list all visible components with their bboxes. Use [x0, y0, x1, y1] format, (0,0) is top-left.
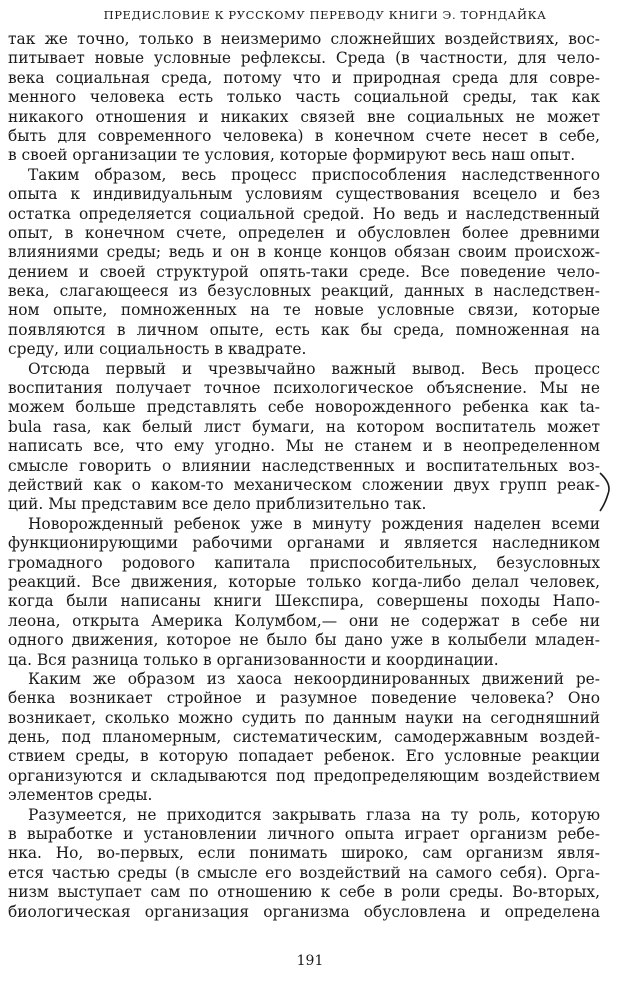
- text-line: опыт, в конечном счете, определен и обусловлен более древними: [8, 223, 600, 242]
- text-line: элементов среды.: [8, 786, 153, 805]
- text-line: организуются и складываются под предопределяющим воздействием: [8, 766, 600, 785]
- text-line: ется частью среды (в смысле его воздействий на самого себя). Орга-: [8, 863, 600, 882]
- text-line: бенка возникает стройное и разумное поведение человека? Оно: [8, 689, 600, 708]
- text-line: Каким же образом из хаоса некоординированных движений ре-: [28, 669, 600, 688]
- text-line: воспитания получает точное психологическое объяснение. Мы не: [8, 379, 600, 398]
- text-line: функционирующими рабочими органами и является наследником: [8, 534, 600, 553]
- text-line: ном опыте, помноженных на те новые условные связи, которые: [8, 301, 600, 320]
- text-line: века, слагающееся из безусловных реакций, данных в наследствен-: [8, 282, 600, 301]
- text-line: опыта к индивидуальным условиям существования всецело и без: [8, 185, 600, 204]
- text-line: bula rasa, как белый лист бумаги, на котором воспитатель может: [8, 417, 600, 436]
- text-line: громадного родового капитала приспособительных, безусловных: [8, 553, 600, 572]
- text-line: менного человека есть только часть социальной среды, так как: [8, 88, 600, 107]
- text-line: действий как о каком-то механическом сложении двух групп реак-: [8, 475, 600, 494]
- text-line: среду, или социальность в квадрате.: [8, 340, 307, 359]
- text-line: Таким образом, весь процесс приспособления наследственного: [28, 165, 600, 184]
- text-line: остатка определяется социальной средой. Но ведь и наследственный: [8, 204, 600, 223]
- text-line: ствием среды, в которую попадает ребенок. Его условные реакции: [8, 747, 600, 766]
- text-line: Отсюда первый и чрезвычайно важный вывод. Весь процесс: [28, 359, 600, 378]
- text-line: когда были написаны книги Шекспира, совершены походы Напо-: [8, 592, 600, 611]
- text-line: возникает, сколько можно судить по данным науки на сегодняшний: [8, 708, 600, 727]
- text-line: никакого отношения и никаких связей вне социальных не может: [8, 107, 600, 126]
- text-line: века социальная среда, потому что и природная среда для совре-: [8, 68, 600, 87]
- text-line: леона, открыта Америка Колумбом,— они не содержат в себе ни: [8, 611, 600, 630]
- text-line: быть для современного человека) в конечном счете несет в себе,: [8, 126, 600, 145]
- text-line: в выработке и установлении личного опыта играет организм ребе-: [8, 825, 600, 844]
- page-number: 191: [296, 953, 324, 969]
- text-line: так же точно, только в неизмеримо сложнейших воздействиях, вос-: [8, 30, 600, 48]
- text-line: написать все, что ему угодно. Мы не станем и в неопределенном: [8, 437, 600, 456]
- text-line: нка. Но, во-первых, если понимать широко, сам организм явля-: [8, 844, 600, 863]
- text-line: можем больше представлять себе новорожденного ребенка как ta-: [8, 398, 600, 417]
- text-line: биологическая организация организма обусловлена и определена: [8, 902, 600, 921]
- text-line: ций. Мы представим все дело приблизительно так.: [8, 495, 427, 514]
- text-line: появляются в личном опыте, есть как бы среда, помноженная на: [8, 320, 600, 339]
- margin-bracket-mark: [596, 470, 618, 514]
- text-line: ца. Вся разница только в организованности и координации.: [8, 650, 499, 669]
- text-line: низм выступает сам по отношению к себе в роли среды. Во-вторых,: [8, 883, 600, 902]
- running-head: ПРЕДИСЛОВИЕ К РУССКОМУ ПЕРЕВОДУ КНИГИ Э. ТОРНДАЙКА: [103, 8, 547, 22]
- text-line: реакций. Все движения, которые только когда-либо делал человек,: [8, 572, 600, 591]
- text-line: день, под планомерным, систематическим, самодержавным воздей-: [8, 728, 600, 747]
- text-line: Новорожденный ребенок уже в минуту рождения наделен всеми: [28, 514, 600, 533]
- text-line: одного движения, которое не было бы дано уже в колыбели младен-: [8, 631, 600, 650]
- text-line: влияниями среды; ведь и он в конце концов обязан своим происхож-: [8, 243, 600, 262]
- text-line: Разумеется, не приходится закрывать глаза на ту роль, которую: [28, 805, 600, 824]
- body-text: [8, 30, 600, 922]
- text-line: дением и своей структурой опять-таки среде. Все поведение чело-: [8, 262, 600, 281]
- text-line: смысле говорить о влиянии наследственных и воспитательных воз-: [8, 456, 600, 475]
- text-line: в своей организации те условия, которые формируют весь наш опыт.: [8, 146, 576, 165]
- text-line: питывает новые условные рефлексы. Среда (в частности, для чело-: [8, 49, 600, 68]
